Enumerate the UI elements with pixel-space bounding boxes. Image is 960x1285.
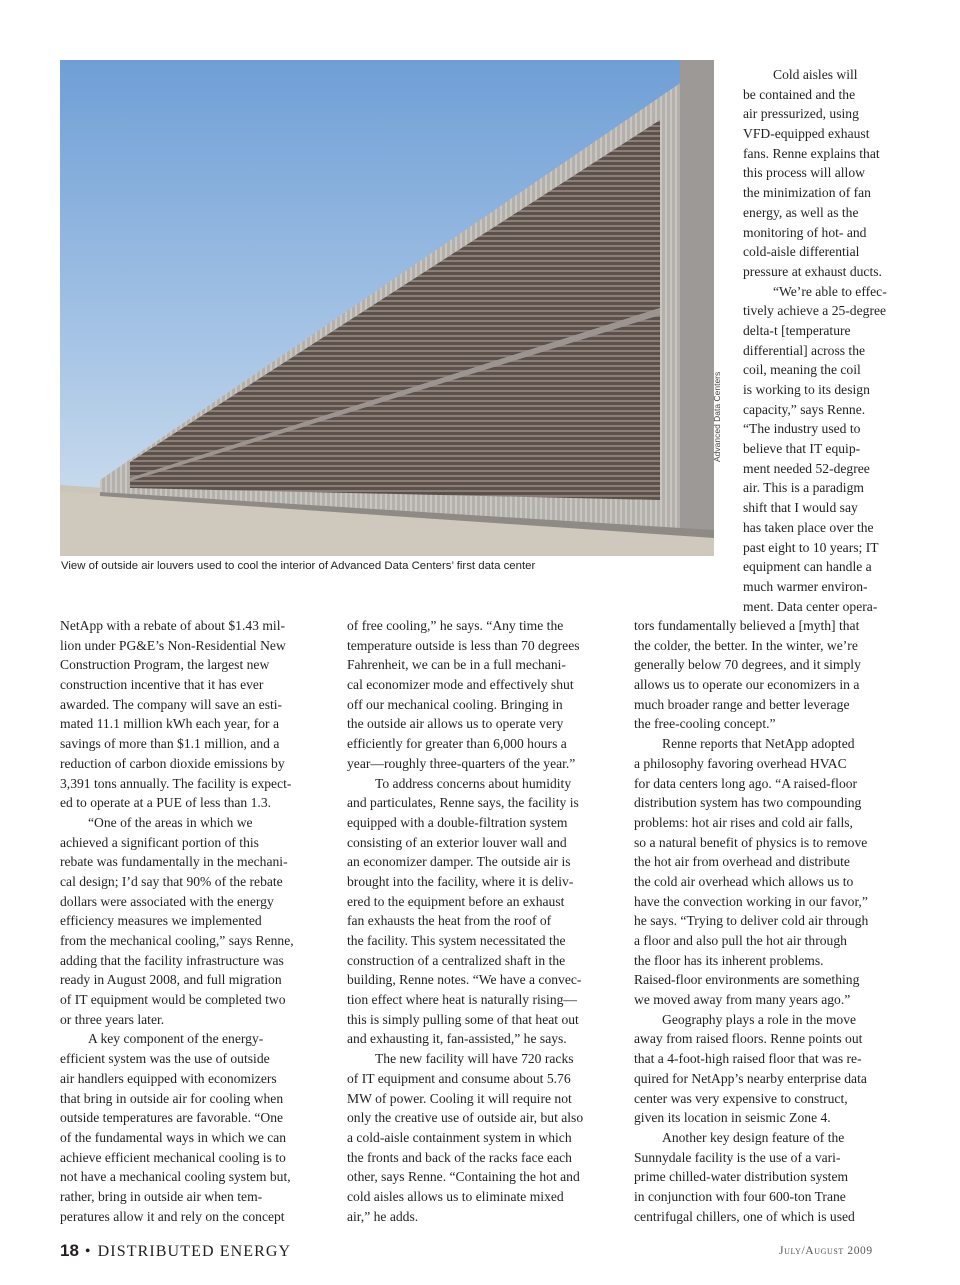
paragraph-line: air handlers equipped with economizers (60, 1070, 277, 1086)
paragraph-line: of free cooling,” he says. “Any time the (347, 618, 564, 633)
paragraph-line: cal economizer mode and effectively shut (347, 677, 574, 693)
paragraph-line: tively achieve a 25-degree (743, 303, 887, 319)
paragraph-line: not have a mechanical cooling system but, (60, 1169, 291, 1185)
paragraph-line: outside temperatures are favorable. “One (60, 1110, 284, 1126)
paragraph-line: “The industry used to (743, 421, 861, 437)
paragraph-line: MW of power. Cooling it will require not (347, 1090, 572, 1106)
paragraph-line: delta-t [temperature (743, 322, 851, 338)
paragraph-line: fan exhausts the heat from the roof of (347, 913, 552, 929)
paragraph-line: other, says Renne. “Containing the hot and (347, 1169, 580, 1185)
paragraph-line: much broader range and better leverage (634, 696, 850, 712)
paragraph-line: The new facility will have 720 racks (375, 1051, 574, 1067)
paragraph-line: have the convection working in our favor,” (634, 893, 868, 909)
paragraph-line: the floor has its inherent problems. (634, 952, 824, 968)
photo-caption: View of outside air louvers used to cool the interior of Advanced Data Centers’ first data center (61, 560, 536, 572)
paragraph-line: reduction of carbon dioxide emissions by (60, 755, 285, 771)
paragraph-line: an economizer damper. The outside air is (347, 854, 571, 870)
paragraph-line: NetApp with a rebate of about $1.43 mil- (60, 618, 285, 633)
paragraph-line: ered to the equipment before an exhaust (347, 893, 565, 909)
footer-bullet: • (84, 1243, 92, 1260)
paragraph-line: the hot air from overhead and distribute (634, 854, 850, 870)
paragraph-line: “We’re able to effec- (773, 283, 887, 299)
article-column-3 (634, 616, 868, 1226)
paragraph-line: cold-aisle differential (743, 244, 860, 260)
paragraph-line: air. This is a paradigm (743, 480, 864, 496)
paragraph-line: To address concerns about humidity (375, 775, 572, 791)
paragraph-line: be contained and the (743, 86, 856, 102)
paragraph-line: of IT equipment would be completed two (60, 992, 286, 1008)
paragraph-line: pressure at exhaust ducts. (743, 263, 882, 279)
paragraph-line: the facility. This system necessitated the (347, 933, 566, 948)
paragraph-line: a philosophy favoring overhead HVAC (634, 755, 847, 771)
paragraph-line: Cold aisles will (773, 67, 858, 82)
paragraph-line: a floor and also pull the hot air through (634, 933, 847, 948)
paragraph-line: a cold-aisle containment system in which (347, 1129, 572, 1145)
paragraph-line: ment needed 52-degree (743, 460, 870, 476)
paragraph-line: the outside air allows us to operate very (347, 716, 564, 732)
paragraph-line: peratures allow it and rely on the concept (60, 1208, 285, 1224)
page-number: 18 (60, 1241, 79, 1260)
paragraph-line: efficiently for greater than 6,000 hours a (347, 736, 567, 752)
paragraph-line: of IT equipment and consume about 5.76 (347, 1070, 571, 1086)
paragraph-line: rather, bring in outside air when tem- (60, 1188, 263, 1204)
paragraph-line: shift that I would say (743, 500, 858, 516)
paragraph-line: achieved a significant portion of this (60, 834, 259, 850)
paragraph-line: cal design; I’d say that 90% of the rebate (60, 873, 283, 889)
paragraph-line: away from raised floors. Renne points out (634, 1031, 863, 1047)
paragraph-line: equipment can handle a (743, 559, 872, 575)
paragraph-line: 3,391 tons annually. The facility is expect- (60, 775, 292, 791)
paragraph-line: much warmer environ- (743, 578, 868, 594)
paragraph-line: construction of a centralized shaft in the (347, 952, 566, 968)
paragraph-line: this is simply pulling some of that heat out (347, 1011, 579, 1027)
paragraph-line: ready in August 2008, and full migration (60, 972, 282, 988)
paragraph-line: achieve efficient mechanical cooling is to (60, 1149, 286, 1165)
paragraph-line: the free-cooling concept.” (634, 716, 776, 732)
article-column-1 (60, 616, 294, 1226)
paragraph-line: tors fundamentally believed a [myth] that (634, 618, 860, 633)
paragraph-line: that bring in outside air for cooling when (60, 1090, 284, 1106)
paragraph-line: energy, as well as the (743, 204, 859, 220)
paragraph-line: from the mechanical cooling,” says Renne, (60, 933, 294, 948)
paragraph-line: past eight to 10 years; IT (743, 539, 879, 555)
paragraph-line: adding that the facility infrastructure was (60, 952, 284, 968)
paragraph-line: lion under PG&E’s Non-Residential New (60, 637, 286, 653)
paragraph-line: believe that IT equip- (743, 441, 861, 457)
paragraph-line: quired for NetApp’s nearby enterprise data (634, 1070, 867, 1086)
paragraph-line: centrifugal chillers, one of which is used (634, 1208, 855, 1224)
paragraph-line: only the creative use of outside air, but also (347, 1110, 584, 1126)
issue-date: July/August 2009 (779, 1245, 873, 1257)
paragraph-line: has taken place over the (743, 519, 874, 535)
paragraph-line: of the fundamental ways in which we can (60, 1129, 287, 1145)
paragraph-line: off our mechanical cooling. Bringing in (347, 696, 563, 712)
paragraph-line: cold aisles allows us to eliminate mixed (347, 1188, 564, 1204)
paragraph-line: “One of the areas in which we (88, 814, 253, 830)
paragraph-line: that a 4-foot-high raised floor that was re- (634, 1051, 862, 1067)
paragraph-line: Sunnydale facility is the use of a vari- (634, 1149, 841, 1165)
paragraph-line: efficiency measures we implemented (60, 913, 262, 929)
paragraph-line: Raised-floor environments are something (634, 972, 860, 988)
paragraph-line: generally below 70 degrees, and it simply (634, 657, 861, 673)
paragraph-line: equipped with a double-filtration system (347, 814, 568, 830)
paragraph-line: problems: hot air rises and cold air falls, (634, 814, 853, 830)
paragraph-line: coil, meaning the coil (743, 362, 861, 378)
paragraph-line: ed to operate at a PUE of less than 1.3. (60, 795, 272, 811)
paragraph-line: we moved away from many years ago.” (634, 992, 851, 1008)
paragraph-line: prime chilled-water distribution system (634, 1169, 849, 1185)
paragraph-line: in conjunction with four 600-ton Trane (634, 1188, 846, 1204)
paragraph-line: distribution system has two compounding (634, 795, 862, 811)
paragraph-line: Renne reports that NetApp adopted (662, 736, 855, 752)
paragraph-line: Fahrenheit, we can be in a full mechani- (347, 657, 566, 673)
paragraph-line: mated 11.1 million kWh each year, for a (60, 716, 280, 732)
paragraph-line: differential] across the (743, 342, 866, 358)
paragraph-line: savings of more than $1.1 million, and a (60, 736, 280, 752)
paragraph-line: fans. Renne explains that (743, 145, 880, 161)
paragraph-line: ment. Data center opera- (743, 598, 878, 614)
paragraph-line: efficient system was the use of outside (60, 1051, 270, 1067)
paragraph-line: brought into the facility, where it is deliv- (347, 873, 574, 889)
paragraph-line: dollars were associated with the energy (60, 893, 274, 909)
article-column-2 (347, 616, 583, 1226)
paragraph-line: allows us to operate our economizers in a (634, 677, 860, 693)
paragraph-line: VFD-equipped exhaust (743, 126, 870, 142)
paragraph-line: this process will allow (743, 165, 865, 181)
paragraph-line: A key component of the energy- (88, 1031, 264, 1047)
paragraph-line: Geography plays a role in the move (662, 1011, 857, 1027)
paragraph-line: rebate was fundamentally in the mechani- (60, 854, 288, 870)
paragraph-line: or three years later. (60, 1011, 165, 1027)
paragraph-line: the colder, the better. In the winter, we’re (634, 637, 858, 653)
louver-wall-photo (60, 60, 714, 556)
paragraph-line: Construction Program, the largest new (60, 657, 270, 673)
paragraph-line: awarded. The company will save an esti- (60, 696, 283, 712)
magazine-title: DISTRIBUTED ENERGY (97, 1243, 292, 1260)
paragraph-line: construction incentive that it has ever (60, 677, 264, 693)
paragraph-line: the cold air overhead which allows us to (634, 873, 854, 889)
paragraph-line: Another key design feature of the (662, 1129, 845, 1145)
paragraph-line: the fronts and back of the racks face each (347, 1149, 572, 1165)
paragraph-line: consisting of an exterior louver wall and (347, 834, 567, 850)
paragraph-line: is working to its design (743, 382, 870, 397)
paragraph-line: and particulates, Renne says, the facility is (347, 795, 579, 811)
paragraph-line: tion effect where heat is naturally rising— (347, 992, 578, 1008)
paragraph-line: air,” he adds. (347, 1208, 419, 1224)
paragraph-line: building, Renne notes. “We have a convec- (347, 972, 582, 988)
paragraph-line: center was very expensive to construct, (634, 1090, 848, 1106)
page-footer (60, 1241, 291, 1261)
article-column-4 (743, 65, 887, 616)
paragraph-line: monitoring of hot- and (743, 224, 867, 240)
paragraph-line: he says. “Trying to deliver cold air through (634, 913, 869, 929)
photo-credit: Advanced Data Centers (712, 371, 722, 462)
paragraph-line: and exhausting it, fan-assisted,” he says. (347, 1031, 567, 1047)
paragraph-line: for data centers long ago. “A raised-floor (634, 775, 858, 791)
paragraph-line: air pressurized, using (743, 106, 859, 122)
paragraph-line: given its location in seismic Zone 4. (634, 1110, 831, 1126)
paragraph-line: capacity,” says Renne. (743, 401, 866, 417)
paragraph-line: temperature outside is less than 70 degrees (347, 637, 580, 653)
paragraph-line: so a natural benefit of physics is to remove (634, 834, 868, 850)
paragraph-line: the minimization of fan (743, 185, 871, 201)
paragraph-line: year—roughly three-quarters of the year.” (347, 755, 576, 771)
